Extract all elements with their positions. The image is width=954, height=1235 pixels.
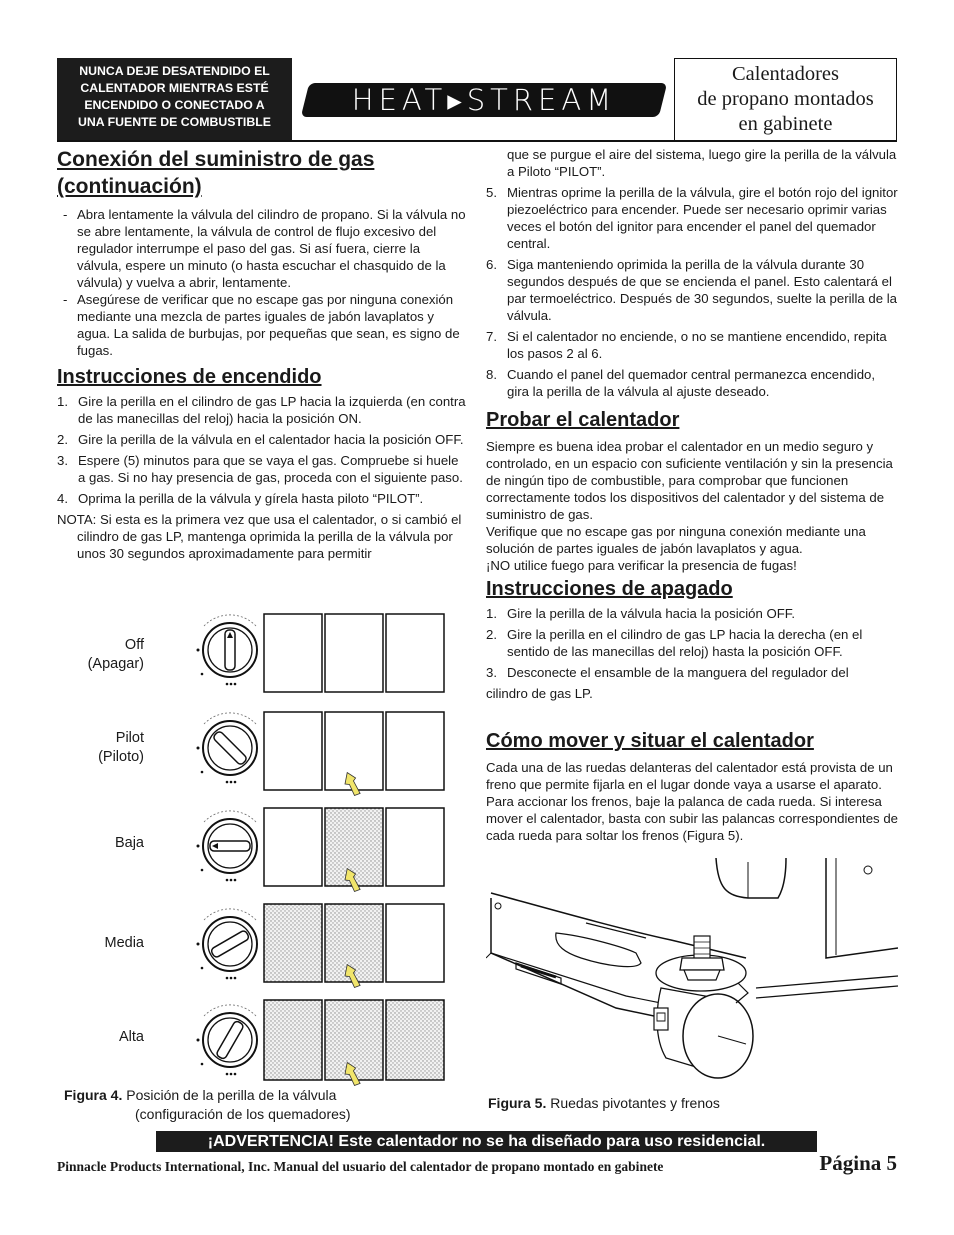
knob-low: [197, 811, 258, 881]
knob-medium: [197, 909, 258, 979]
test-section: [486, 407, 898, 702]
logo-text: HEAT▸STREAM: [351, 83, 617, 117]
test-heading: Probar el calentador: [486, 409, 680, 431]
continued-text: que se purgue el aire del sistema, luego gire la perilla de la válvula a Piloto “PILOT”.: [507, 147, 897, 179]
move-section: [486, 728, 898, 844]
list-item: 6. Siga manteniendo oprimida la perilla de la válvula durante 30 segundos después de que se encienda el panel. Esto calentará el par termoeléctrico. Después de 30 segundos, suelte la perilla de la válvula.: [486, 257, 897, 323]
list-item: 1. Gire la perilla de la válvula hacia la posición OFF.: [486, 606, 796, 621]
ignition-steps: [57, 393, 467, 507]
knob-pilot: [197, 713, 258, 783]
list-item: 2. Gire la perilla de la válvula en el calentador hacia la posición OFF.: [57, 432, 464, 447]
warning-line: CALENTADOR MIENTRAS ESTÉ: [80, 81, 269, 95]
figure-5-caster-illustration: [486, 858, 898, 1080]
warning-line: UNA FUENTE DE COMBUSTIBLE: [78, 115, 271, 129]
move-paragraph: Cada una de las ruedas delanteras del calentador está provista de un freno que permite fijarla en el lugar donde vaya a usarse el aparato. Para accionar los frenos, baje la palanca de cada rueda. Si interesa mover el calentador, basta con subir las palancas correspondientes de cada rueda para soltar los frenos (Figura 5).: [486, 760, 898, 843]
warning-line: ENCENDIDO O CONECTADO A: [84, 98, 265, 112]
knob-high: [197, 1005, 258, 1075]
panel-row-high: [264, 1000, 444, 1087]
test-paragraph: Siempre es buena idea probar el calentador en un medio seguro y controlado, en un espacio con suficiente ventilación y sin la presencia de ningún tipo de combustible, para comprobar que funcionen correctamente todos los dispositivos del calentador y del sistema de suministro de gas.: [486, 439, 893, 522]
right-column: [486, 146, 898, 404]
figure-4: [54, 612, 449, 1087]
heatstream-logo: [301, 83, 667, 117]
panel-row-pilot: [264, 712, 444, 797]
list-item: 2. Gire la perilla en el cilindro de gas LP hacia la derecha (en el sentido de las manecillas del reloj) hasta la posición OFF.: [486, 627, 863, 659]
knob-position-label: Baja: [114, 835, 144, 851]
safety-warning-box: [57, 58, 292, 140]
left-column: [57, 146, 467, 562]
document-title-box: [674, 58, 897, 141]
title-line: en gabinete: [738, 113, 833, 135]
page-number: Página 5: [819, 1151, 897, 1175]
header-rule: [57, 140, 897, 142]
shutdown-steps: [486, 605, 898, 681]
panel-row-medium: [264, 904, 444, 989]
list-item: 7. Si el calentador no enciende, o no se mantiene encendido, repita los pasos 2 al 6.: [486, 329, 887, 361]
list-item: - Asegúrese de verificar que no escape gas por ninguna conexión mediante una mezcla de partes iguales de jabón lavaplatos y agua. La salida de burbujas, por pequeñas que sean, es signo de fugas.: [57, 291, 467, 359]
title-line: de propano montados: [697, 88, 874, 110]
gas-supply-heading: Conexión del suministro de gas (continuación): [57, 148, 375, 198]
shutdown-heading: Instrucciones de apagado: [486, 578, 733, 600]
figure-5-caption: Figura 5. Ruedas pivotantes y frenos: [488, 1095, 720, 1111]
gas-bullets: [57, 206, 467, 359]
list-item: 1. Gire la perilla en el cilindro de gas LP hacia la izquierda (en contra de las manecillas del reloj) hacia la posición ON.: [57, 394, 466, 426]
ignition-heading: Instrucciones de encendido: [57, 366, 322, 388]
panel-row-low: [264, 808, 444, 893]
knob-position-label: Alta: [119, 1029, 144, 1045]
residential-warning-banner: ¡ADVERTENCIA! Este calentador no se ha diseñado para uso residencial.: [156, 1131, 817, 1152]
list-item: 5. Mientras oprime la perilla de la válvula, gire el botón rojo del ignitor piezoeléctrico para encender. Puede ser necesario oprimir varias veces el botón del ignitor para encender el panel del quemador central.: [486, 185, 898, 251]
burner-panels: [262, 612, 449, 1087]
ignition-steps-continued: [486, 184, 898, 400]
test-paragraph: Verifique que no escape gas por ninguna conexión mediante una solución de partes iguales de jabón lavaplatos y agua.: [486, 524, 866, 556]
warning-line: NUNCA DEJE DESATENDIDO EL: [79, 64, 270, 78]
valve-knob-dials: [190, 612, 270, 1087]
shutdown-tail: cilindro de gas LP.: [486, 686, 593, 701]
list-item: 4. Oprima la perilla de la válvula y gírela hasta piloto “PILOT”.: [57, 491, 424, 506]
knob-position-label: Pilot (Piloto): [98, 730, 144, 765]
panel-row-off: [264, 614, 444, 692]
knob-position-label: Off (Apagar): [87, 637, 144, 672]
title-line: Calentadores: [731, 63, 839, 85]
list-item: 3. Desconecte el ensamble de la manguera del regulador del: [486, 665, 849, 680]
move-heading: Cómo mover y situar el calentador: [486, 730, 814, 752]
list-item: 3. Espere (5) minutos para que se vaya el gas. Compruebe si huele a gas. Si no hay presencia de gas, proceda con el siguiente paso.: [57, 453, 463, 485]
knob-position-label: Media: [104, 935, 144, 951]
list-item: - Abra lentamente la válvula del cilindro de propano. Si la válvula no se abre lentamente, la válvula de control de flujo excesivo del regulador interrumpe el paso del gas. Si así fuera, cierre la válvula, espere un minuto (o hasta escuchar el chasquido de la válvula) y vuelva a abrir, lentamente.: [57, 206, 467, 291]
knob-off: [197, 615, 258, 685]
manual-title: Pinnacle Products International, Inc. Manual del usuario del calentador de propano montado en gabinete: [57, 1159, 664, 1174]
first-use-note: NOTA: Si esta es la primera vez que usa el calentador, o si cambió el cilindro de gas LP, mantenga oprimida la perilla de la válvula por unos 30 segundos aproximadamente para permitir: [57, 512, 462, 561]
list-item: 8. Cuando el panel del quemador central permanezca encendido, gira la perilla de la válvula al ajuste deseado.: [486, 367, 876, 399]
figure-4-caption: Figura 4. Posición de la perilla de la válvula (configuración de los quemadores): [64, 1087, 351, 1122]
page-footer: [57, 1151, 897, 1177]
test-paragraph: ¡NO utilice fuego para verificar la presencia de fugas!: [486, 558, 797, 573]
